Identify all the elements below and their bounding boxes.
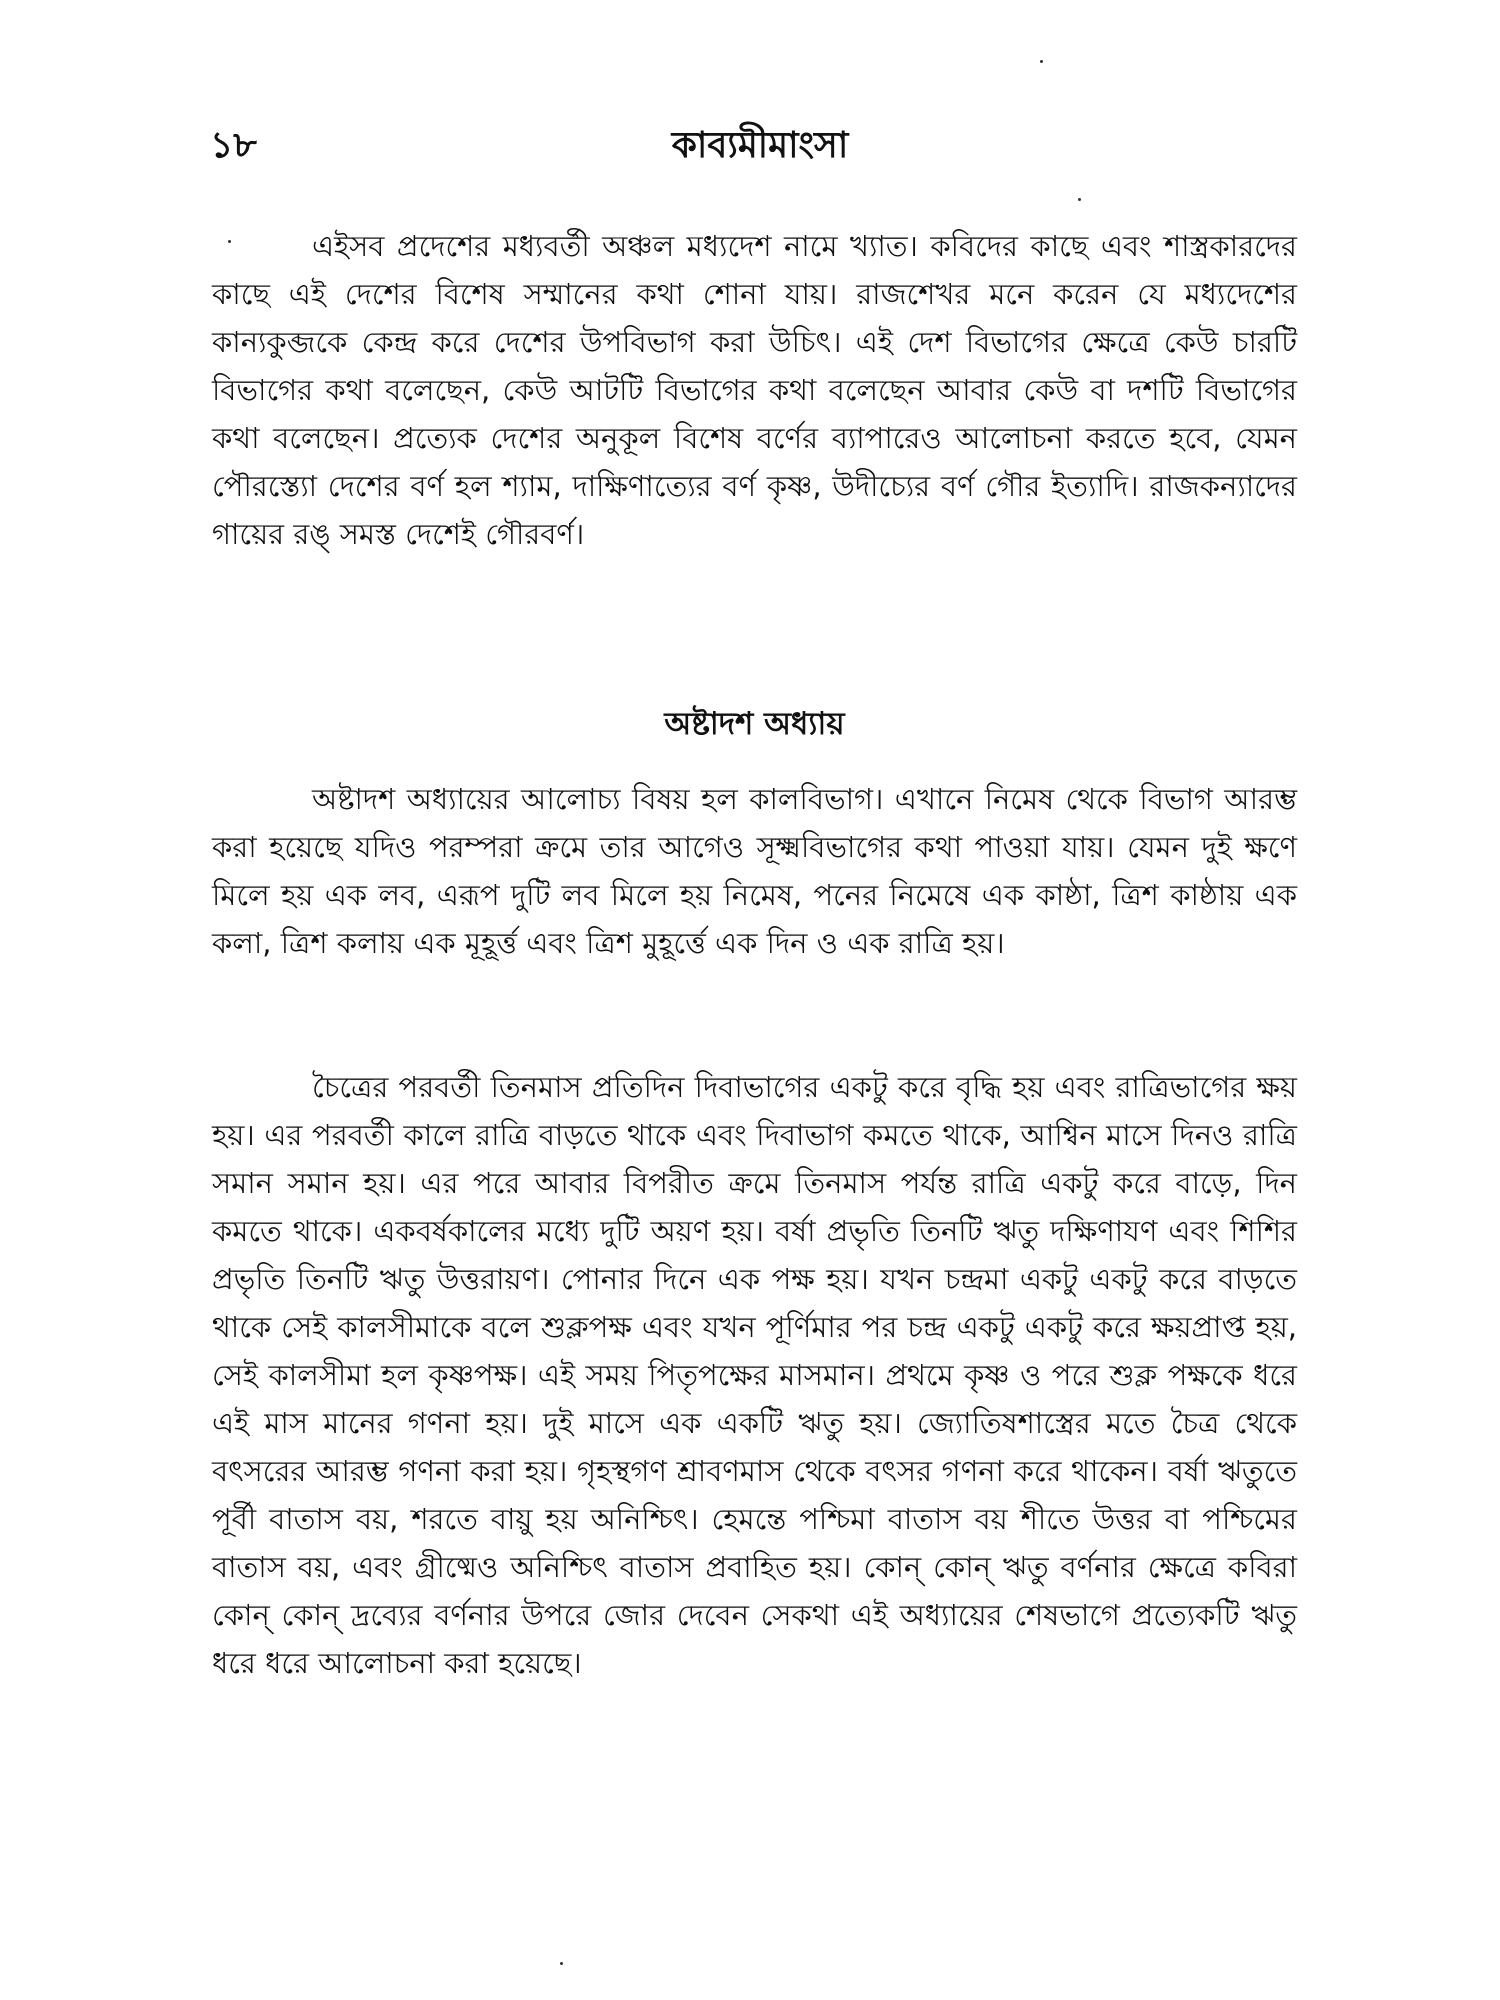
print-speck [1040, 60, 1043, 63]
body-paragraph: চৈত্রের পরবর্তী তিনমাস প্রতিদিন দিবাভাগের একটু করে বৃদ্ধি হয় এবং রাত্রিভাগের ক্ষয় হয়। এর পরবর্তী কালে রাত্রি বাড়তে থাকে এবং দিবাভাগ কমতে থাকে, আশ্বিন মাসে দিনও রাত্রি সমান সমান হয়। এর পরে আবার বিপরীত ক্রমে তিনমাস পর্যন্ত রাত্রি একটু করে বাড়ে, দিন কমতে থাকে। একবর্ষকালের মধ্যে দুটি অয়ণ হয়। বর্ষা প্রভৃতি তিনটি ঋতু দক্ষিণাযণ এবং শিশির প্রভৃতি তিনটি ঋতু উত্তরায়ণ। পোনার দিনে এক পক্ষ হয়। যখন চন্দ্রমা একটু একটু করে বাড়তে থাকে সেই কালসীমাকে বলে শুক্লপক্ষ এবং যখন পূর্ণিমার পর চন্দ্র একটু একটু করে ক্ষয়প্রাপ্ত হয়, সেই কালসীমা হল কৃষ্ণপক্ষ। এই সময় পিতৃপক্ষের মাসমান। প্রথমে কৃষ্ণ ও পরে শুক্ল পক্ষকে ধরে এই মাস মানের গণনা হয়। দুই মাসে এক একটি ঋতু হয়। জ্যোতিষশাস্ত্রের মতে চৈত্র থেকে বৎসরের আরম্ভ গণনা করা হয়। গৃহস্থগণ শ্রাবণমাস থেকে বৎসর গণনা করে থাকেন। বর্ষা ঋতুতে পূর্বী বাতাস বয়, শরতে বায়ু হয় অনিশ্চিৎ। হেমন্তে পশ্চিমা বাতাস বয় শীতে উত্তর বা পশ্চিমের বাতাস বয়, এবং গ্রীষ্মেও অনিশ্চিৎ বাতাস প্রবাহিত হয়। কোন্ কোন্ ঋতু বর্ণনার ক্ষেত্রে কবিরা কোন্ কোন্ দ্রব্যের বর্ণনার উপরে জোর দেবেন সেকথা এই অধ্যায়ের শেষভাগে প্রত্যেকটি ঋতু ধরে ধরে আলোচনা করা হয়েছে। [212, 1070, 1297, 1680]
page-header [210, 118, 1310, 178]
body-paragraph: এইসব প্রদেশের মধ্যবর্তী অঞ্চল মধ্যদেশ নামে খ্যাত। কবিদের কাছে এবং শাস্ত্রকারদের কাছে এই দেশের বিশেষ সম্মানের কথা শোনা যায়। রাজশেখর মনে করেন যে মধ্যদেশের কান্যকুব্জকে কেন্দ্র করে দেশের উপবিভাগ করা উচিৎ। এই দেশ বিভাগের ক্ষেত্রে কেউ চারটি বিভাগের কথা বলেছেন, কেউ আটটি বিভাগের কথা বলেছেন আবার কেউ বা দশটি বিভাগের কথা বলেছেন। প্রত্যেক দেশের অনুকূল বিশেষ বর্ণের ব্যাপারেও আলোচনা করতে হবে, যেমন পৌরস্ত্যো দেশের বর্ণ হল শ্যাম, দাক্ষিণাত্যের বর্ণ কৃষ্ণ, উদীচ্যের বর্ণ গৌর ইত্যাদি। রাজকন্যাদের গায়ের রঙ্ সমস্ত দেশেই গৌরবর্ণ। [212, 229, 1297, 551]
body-paragraph: অষ্টাদশ অধ্যায়ের আলোচ্য বিষয় হল কালবিভাগ। এখানে নিমেষ থেকে বিভাগ আরম্ভ করা হয়েছে যদিও পরম্পরা ক্রমে তার আগেও সূক্ষ্মবিভাগের কথা পাওয়া যায়। যেমন দুই ক্ষণে মিলে হয় এক লব, এরূপ দুটি লব মিলে হয় নিমেষ, পনের নিমেষে এক কাষ্ঠা, ত্রিশ কাষ্ঠায় এক কলা, ত্রিশ কলায় এক মূহূর্ত্ত এবং ত্রিশ মুহূর্ত্তে এক দিন ও এক রাত্রি হয়। [212, 782, 1297, 960]
print-speck [1078, 198, 1081, 201]
print-speck [228, 240, 231, 243]
running-title: কাব্যমীমাংসা [671, 125, 849, 166]
page-number: ১৮ [210, 125, 257, 166]
chapter-heading: অষ্টাদশ অধ্যায় [664, 706, 845, 742]
print-speck [560, 1962, 563, 1965]
